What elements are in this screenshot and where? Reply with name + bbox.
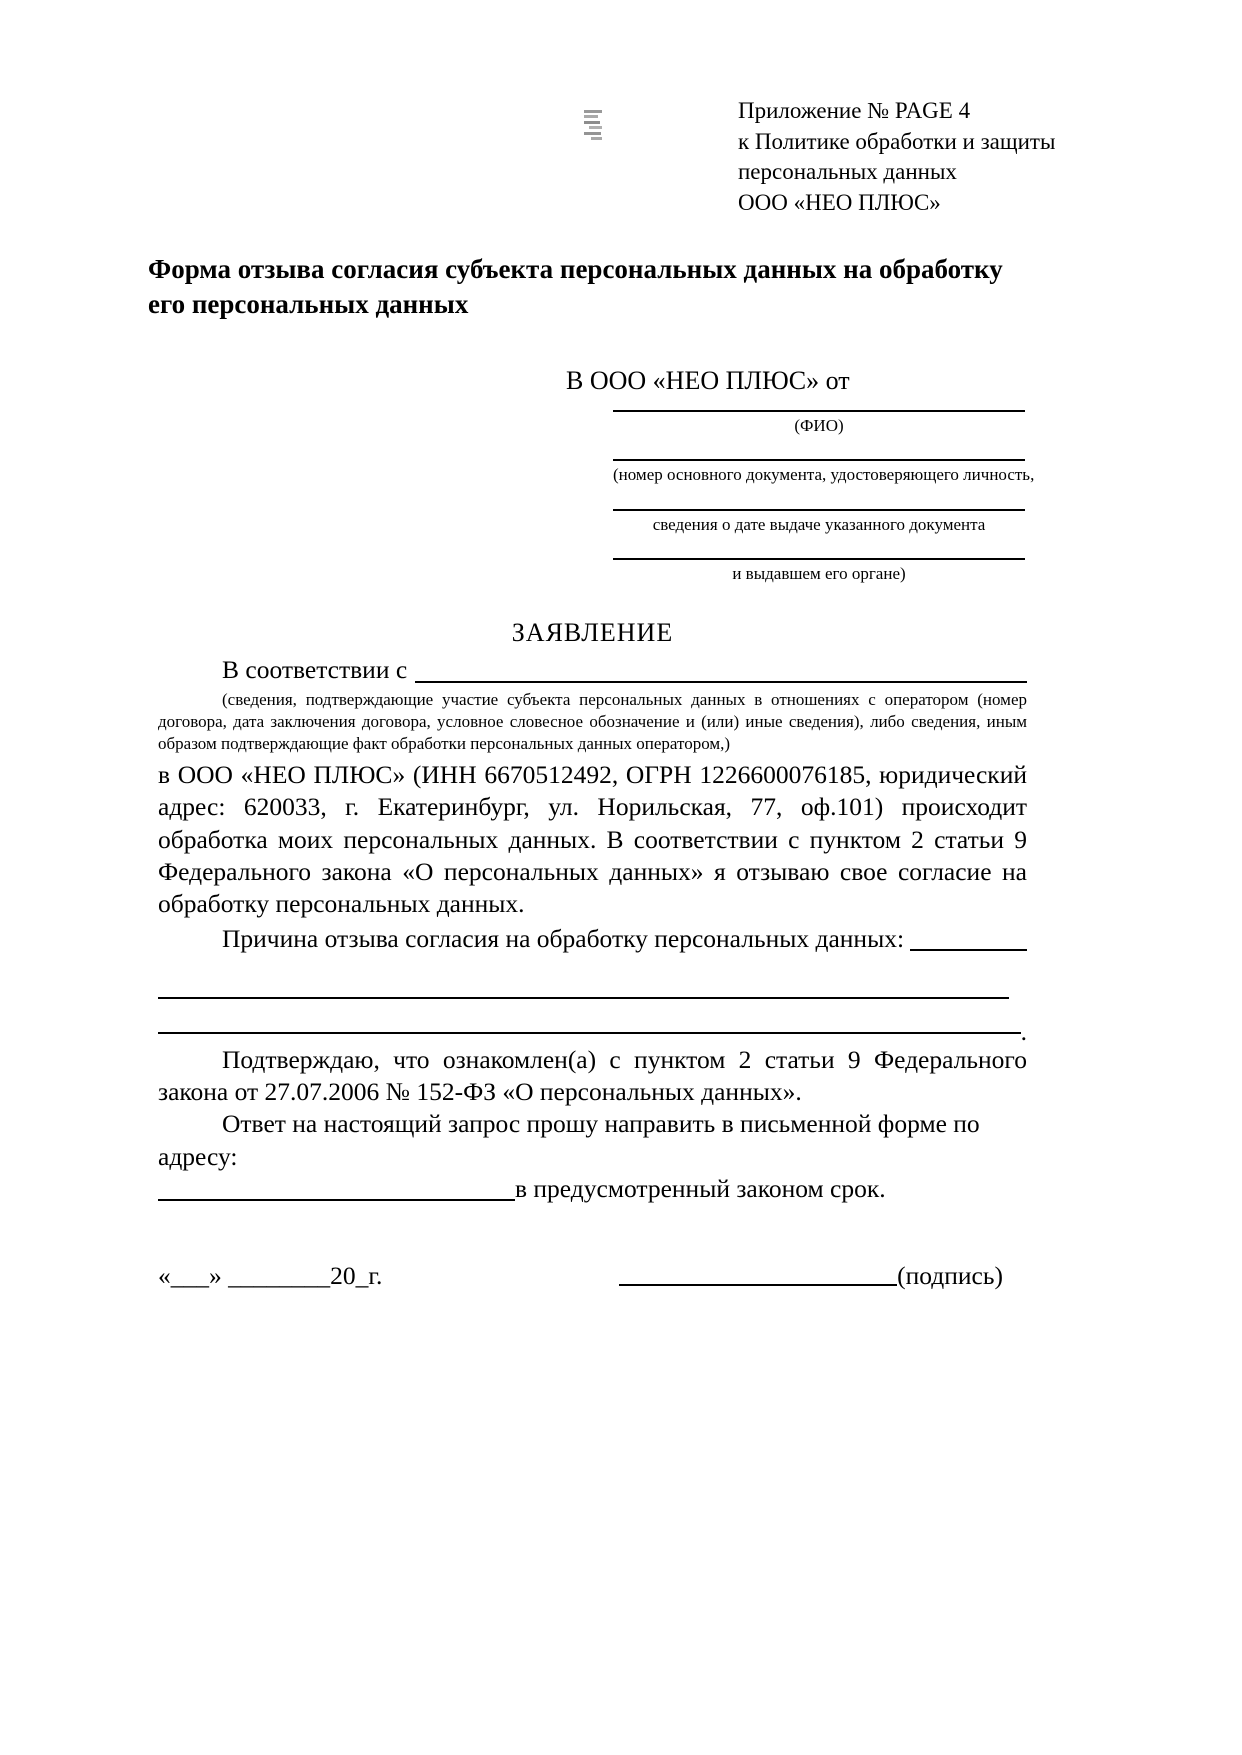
reply-prefix: Ответ на настоящий запрос прошу направить в письменной форме по адресу:: [158, 1109, 980, 1171]
issuing-authority-field: [613, 558, 1025, 584]
appendix-line-2: к Политике обработки и защиты: [738, 128, 1056, 154]
statement-heading: ЗАЯВЛЕНИЕ: [511, 618, 674, 648]
reply-row: [158, 1173, 1027, 1205]
reason-continuation-row-2: [158, 1017, 1027, 1047]
fine-print-note: (сведения, подтверждающие участие субъекта персональных данных в отношениях с оператором (номер договора, дата заключения договора, условное словесное обозначение и (или) иные сведения), либо сведения, иным образом подтверждающие факт обработки персональных данных оператором,): [158, 689, 1027, 754]
reply-suffix: в предусмотренный законом срок.: [515, 1174, 886, 1204]
reason-continuation-line-2[interactable]: [158, 1032, 1021, 1034]
fio-field: [613, 410, 1025, 436]
appendix-line-1: Приложение № PAGE 4: [738, 98, 971, 123]
main-paragraph: в ООО «НЕО ПЛЮС» (ИНН 6670512492, ОГРН 1226600076185, юридический адрес: 620033, г. Екатеринбург, ул. Норильская, 77, оф.101) происходит обработка моих персональных данных. В соответствии с пунктом 2 статьи 9 Федерального закона «О персональных данных» я отзываю свое согласие на обработку персональных данных.: [158, 759, 1027, 919]
appendix-line-3: персональных данных: [738, 159, 957, 185]
reason-continuation-line-1[interactable]: [158, 997, 1009, 999]
addressee-fields: [613, 410, 1035, 584]
signature-footer: [158, 1261, 1027, 1291]
issuing-authority-field-caption: и выдавшем его органе): [732, 563, 906, 583]
appendix-line-4: ООО «НЕО ПЛЮС»: [738, 189, 941, 215]
reason-row: [158, 923, 1027, 955]
date-blank-line[interactable]: «___» ________20_г.: [158, 1261, 383, 1291]
addressee-line: В ООО «НЕО ПЛЮС» от: [566, 366, 850, 396]
signature-group: [619, 1261, 1003, 1291]
fio-field-caption: (ФИО): [794, 416, 844, 436]
intro-prefix: В соответствии с: [222, 655, 408, 685]
reason-label: Причина отзыва согласия на обработку персональных данных:: [222, 923, 905, 953]
reason-blank-line[interactable]: [910, 949, 1027, 951]
confirmation-paragraph: Подтверждаю, что ознакомлен(а) с пунктом 2 статьи 9 Федерального закона от 27.07.2006 № 152-ФЗ «О персональных данных».: [158, 1044, 1027, 1106]
issue-date-field-caption: сведения о дате выдаче указанного документа: [652, 514, 986, 534]
document-number-field-caption: (номер основного документа, удостоверяющего личность,: [613, 465, 1035, 485]
form-title: Форма отзыва согласия субъекта персональных данных на обработку его персональных данных: [148, 254, 1003, 320]
signature-blank-line[interactable]: [619, 1284, 897, 1286]
blank-line-terminator: .: [1020, 1017, 1027, 1047]
reply-address-blank-line[interactable]: [158, 1199, 515, 1201]
signature-caption: (подпись): [897, 1261, 1003, 1291]
document-number-field: [613, 459, 1035, 485]
issue-date-field: [613, 509, 1025, 535]
intro-row: [158, 654, 1027, 686]
document-body: [148, 0, 1035, 1291]
intro-blank-line[interactable]: [415, 681, 1027, 683]
